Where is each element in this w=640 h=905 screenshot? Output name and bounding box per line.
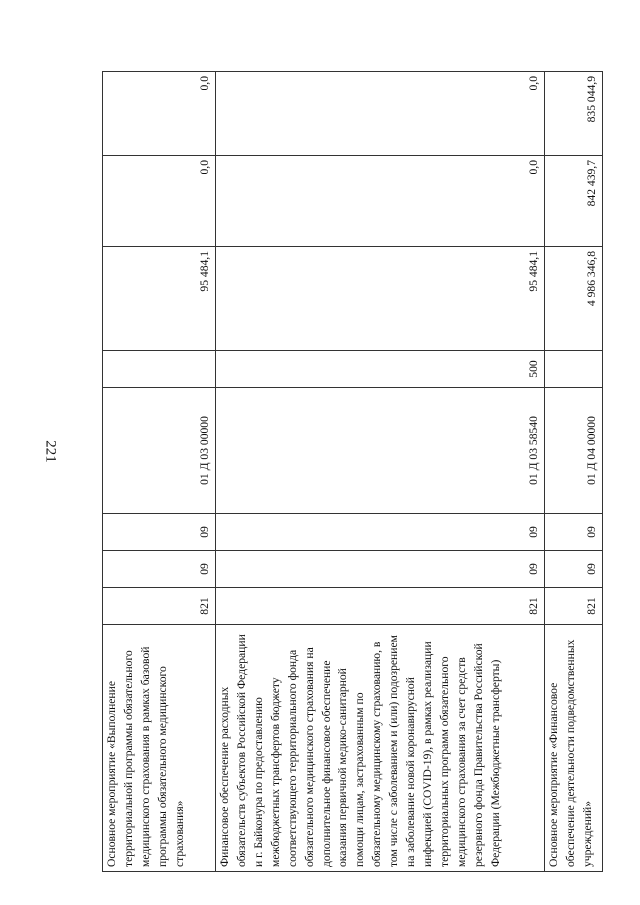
section-code: 09 bbox=[103, 551, 216, 588]
section-code: 09 bbox=[545, 551, 603, 588]
row-name: Основное мероприятие «Выполнение территориальной программы обязательного медицинского страхования в рамках базовой программы обязательного медицинского страхования» bbox=[103, 625, 216, 872]
table-row bbox=[103, 72, 216, 872]
ministry-code: 821 bbox=[216, 588, 545, 625]
amount-1: 4 986 346,8 bbox=[545, 247, 603, 351]
amount-3: 0,0 bbox=[216, 72, 545, 156]
ministry-code: 821 bbox=[103, 588, 216, 625]
amount-1: 95 484,1 bbox=[103, 247, 216, 351]
row-name: Основное мероприятие «Финансовое обеспечение деятельности подведомственных учреждений» bbox=[545, 625, 603, 872]
expense-type-code bbox=[103, 351, 216, 388]
amount-2: 0,0 bbox=[103, 156, 216, 247]
expense-type-code: 500 bbox=[216, 351, 545, 388]
subsection-code: 09 bbox=[545, 514, 603, 551]
subsection-code: 09 bbox=[103, 514, 216, 551]
amount-3: 835 044,9 bbox=[545, 72, 603, 156]
rotated-table-container bbox=[102, 72, 602, 872]
amount-2: 842 439,7 bbox=[545, 156, 603, 247]
page-number: 221 bbox=[42, 440, 59, 463]
target-code: 01 Д 03 58540 bbox=[216, 388, 545, 514]
amount-3: 0,0 bbox=[103, 72, 216, 156]
amount-1: 95 484,1 bbox=[216, 247, 545, 351]
row-name: Финансовое обеспечение расходных обязательств субъектов Российской Федерации и г. Байконура по предоставлению межбюджетных трансфертов бюджету соответствующего территориального фонда обязательного медицинского страхования на дополнительное финансовое обеспечение оказания первичной медико-санитарной помощи лицам, застрахованным по обязательному медицинскому страхованию, в том числе с заболеванием и (или) подозрением на заболевание новой коронавирусной инфекцией (COVID-19), в рамках реализации территориальных программ обязательного медицинского страхования за счет средств резервного фонда Правительства Российской Федерации (Межбюджетные трансферты) bbox=[216, 625, 545, 872]
target-code: 01 Д 04 00000 bbox=[545, 388, 603, 514]
budget-table bbox=[102, 71, 603, 872]
section-code: 09 bbox=[216, 551, 545, 588]
target-code: 01 Д 03 00000 bbox=[103, 388, 216, 514]
expense-type-code bbox=[545, 351, 603, 388]
subsection-code: 09 bbox=[216, 514, 545, 551]
ministry-code: 821 bbox=[545, 588, 603, 625]
table-row bbox=[545, 72, 603, 872]
amount-2: 0,0 bbox=[216, 156, 545, 247]
table-row bbox=[216, 72, 545, 872]
